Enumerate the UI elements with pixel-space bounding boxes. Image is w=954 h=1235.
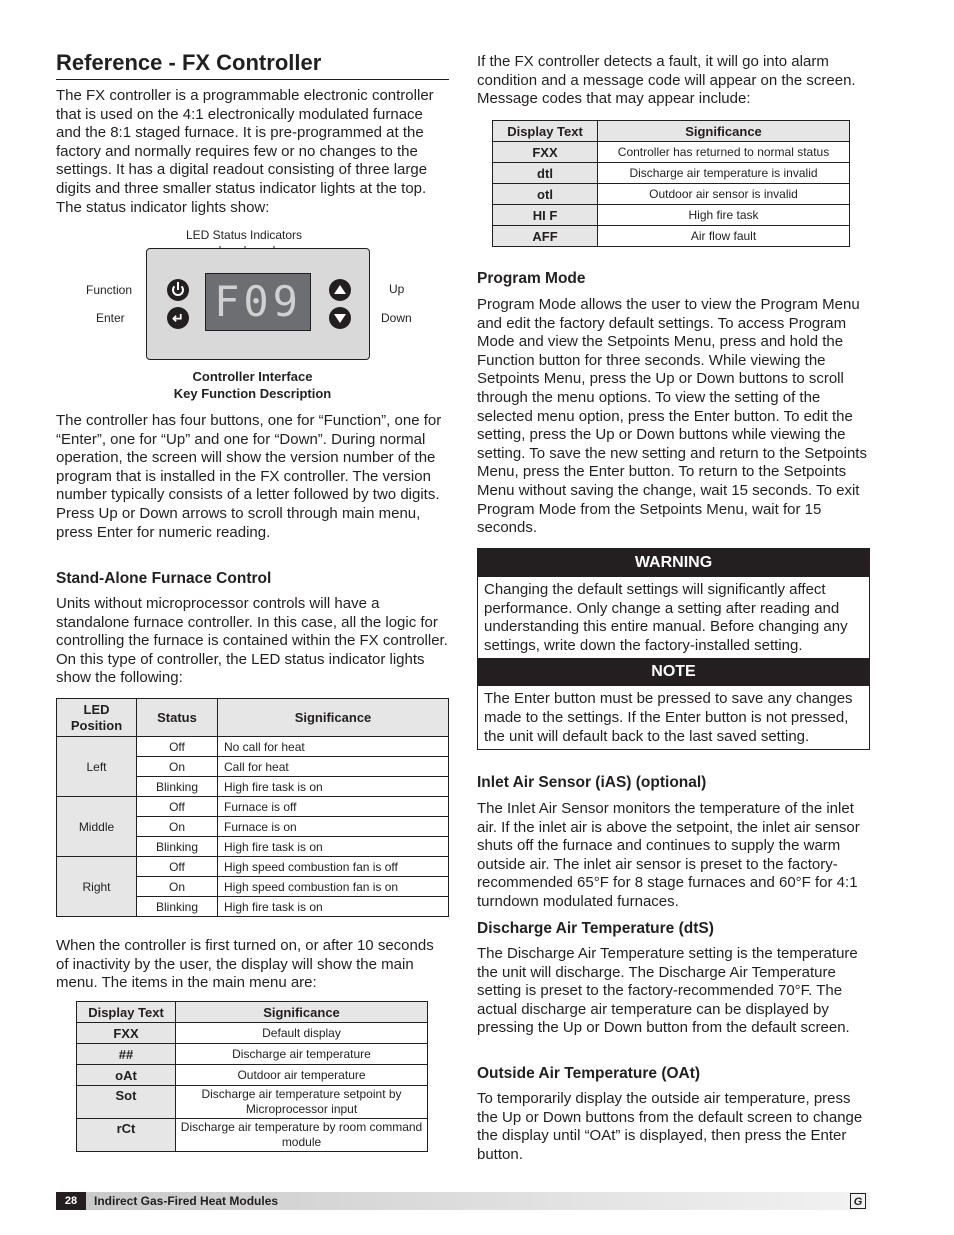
significance-cell: Outdoor air temperature xyxy=(176,1065,428,1086)
enter-button[interactable] xyxy=(167,307,189,329)
display-code-cell: dtl xyxy=(493,163,598,184)
significance-cell: High fire task xyxy=(598,205,850,226)
display-code-cell: oAt xyxy=(77,1065,176,1086)
status-cell: Blinking xyxy=(137,837,218,857)
warning-heading: WARNING xyxy=(478,549,869,577)
warning-note-box xyxy=(477,548,870,750)
page-title: Reference - FX Controller xyxy=(56,50,449,80)
program-mode-heading: Program Mode xyxy=(477,270,586,287)
down-arrow-icon xyxy=(334,314,346,323)
led-position-cell: Right xyxy=(57,857,137,917)
note-heading: NOTE xyxy=(478,658,869,686)
table-row xyxy=(57,857,449,877)
footer-title: Indirect Gas-Fired Heat Modules xyxy=(94,1194,279,1208)
significance-cell: Air flow fault xyxy=(598,226,850,247)
table-row xyxy=(57,737,449,757)
controller-panel xyxy=(146,248,370,360)
significance-cell: Furnace is off xyxy=(218,797,449,817)
up-label: Up xyxy=(389,282,405,296)
down-button[interactable] xyxy=(329,307,351,329)
significance-cell: Default display xyxy=(176,1023,428,1044)
fault-paragraph: If the FX controller detects a fault, it will go into alarm condition and a message code will appear on the screen. Message codes that may appear include: xyxy=(477,53,856,108)
significance-cell: Discharge air temperature xyxy=(176,1044,428,1065)
significance-cell: Discharge air temperature by room command module xyxy=(176,1119,428,1152)
significance-cell: Discharge air temperature is invalid xyxy=(598,163,850,184)
fault-header-significance: Significance xyxy=(598,121,850,142)
table-row xyxy=(493,184,850,205)
program-mode-paragraph: Program Mode allows the user to view the Program Menu and edit the factory default settings. To access Program Mode and view the Setpoints Menu, press and hold the Function button for three seconds. While viewing the Setpoints Menu, press the Up or Down buttons to scroll through the menu options. To view the setting of the selected menu option, press the Enter button. To edit the setting, press the Up or Down buttons while viewing the setting. To save the new setting and return to the Setpoints Menu, press the Enter button. To return to the Setpoints Menu without saving the change, wait 15 seconds. To exit Program Mode from the Setpoints Menu, wait for 15 seconds. xyxy=(477,296,867,537)
status-cell: Blinking xyxy=(137,777,218,797)
led-status-label: LED Status Indicators xyxy=(186,228,303,242)
display-code-cell: FXX xyxy=(77,1023,176,1044)
table-row xyxy=(493,226,850,247)
down-label: Down xyxy=(381,311,412,325)
display-code-cell: ## xyxy=(77,1044,176,1065)
display-digits: F09 xyxy=(214,277,302,326)
enter-icon: ↵ xyxy=(172,310,184,326)
note-text: The Enter button must be pressed to save any changes made to the settings. If the Enter button is not pressed, the unit will default back to the last saved setting. xyxy=(484,690,853,745)
up-arrow-icon xyxy=(334,285,346,294)
status-cell: On xyxy=(137,817,218,837)
significance-cell: No call for heat xyxy=(218,737,449,757)
significance-cell: High speed combustion fan is off xyxy=(218,857,449,877)
table-row xyxy=(77,1023,428,1044)
display-code-cell: rCt xyxy=(77,1119,176,1152)
table-row xyxy=(77,1086,428,1119)
significance-cell: High speed combustion fan is on xyxy=(218,877,449,897)
buttons-paragraph: The controller has four buttons, one for “Function”, one for “Enter”, one for “Up” and one for “Down”. During normal operation, the screen will show the version number of the program that is installed in the FX controller. The version number typically consists of a letter followed by two digits. Press Up or Down arrows to scroll through main menu, press Enter for numeric reading. xyxy=(56,412,442,541)
display-code-cell: AFF xyxy=(493,226,598,247)
led-status-table xyxy=(56,698,449,917)
standalone-heading: Stand-Alone Furnace Control xyxy=(56,570,272,587)
fault-header-display: Display Text xyxy=(493,121,598,142)
diagram-caption xyxy=(56,368,449,402)
significance-cell: Discharge air temperature setpoint by Microprocessor input xyxy=(176,1086,428,1119)
significance-cell: Furnace is on xyxy=(218,817,449,837)
table-row xyxy=(493,163,850,184)
table-row xyxy=(77,1119,428,1152)
discharge-heading: Discharge Air Temperature (dtS) xyxy=(477,920,714,937)
function-label: Function xyxy=(86,283,133,297)
outside-heading: Outside Air Temperature (OAt) xyxy=(477,1065,701,1082)
significance-cell: Outdoor air sensor is invalid xyxy=(598,184,850,205)
status-cell: Blinking xyxy=(137,897,218,917)
inlet-paragraph: The Inlet Air Sensor monitors the temperature of the inlet air. If the inlet air is above the setpoint, the inlet air sensor shuts off the furnace and continues to supply the warm outside air. The inlet air sensor is preset to the factory-recommended 65°F for 8 stage furnaces and 60°F for 4:1 turndown modulated furnaces. xyxy=(477,800,860,910)
controller-diagram xyxy=(56,226,449,406)
function-button[interactable] xyxy=(167,279,189,301)
significance-cell: Controller has returned to normal status xyxy=(598,142,850,163)
up-button[interactable] xyxy=(329,279,351,301)
table-row xyxy=(77,1065,428,1086)
standalone-paragraph: Units without microprocessor controls will have a standalone furnace controller. In this case, all the logic for controlling the furnace is contained within the FX controller. On this type of controller, the LED status indicator lights show the following: xyxy=(56,595,448,687)
outside-paragraph: To temporarily display the outside air temperature, press the Up or Down buttons from the default screen to change the display until “OAt” is displayed, then press the Enter button. xyxy=(477,1090,863,1163)
led-header-position: LED Position xyxy=(57,699,137,737)
caption-line-1: Controller Interface xyxy=(192,369,313,384)
significance-cell: Call for heat xyxy=(218,757,449,777)
status-cell: On xyxy=(137,757,218,777)
significance-cell: High fire task is on xyxy=(218,897,449,917)
menu-header-significance: Significance xyxy=(176,1002,428,1023)
table-row xyxy=(493,205,850,226)
status-cell: Off xyxy=(137,797,218,817)
digital-display xyxy=(205,273,311,331)
brand-logo-icon: G xyxy=(850,1193,866,1209)
main-menu-paragraph: When the controller is first turned on, or after 10 seconds of inactivity by the user, the display will show the main menu. The items in the main menu are: xyxy=(56,937,434,992)
led-position-cell: Middle xyxy=(57,797,137,857)
significance-cell: High fire task is on xyxy=(218,837,449,857)
discharge-paragraph: The Discharge Air Temperature setting is the temperature the unit will discharge. The Discharge Air Temperature setting is preset to the factory-recommended 70°F. The actual discharge air temperature can be displayed by pressing the Up or Down button from the default screen. xyxy=(477,945,858,1037)
menu-header-display: Display Text xyxy=(77,1002,176,1023)
inlet-heading: Inlet Air Sensor (iAS) (optional) xyxy=(477,774,707,791)
table-row xyxy=(57,797,449,817)
led-position-cell: Left xyxy=(57,737,137,797)
led-header-status: Status xyxy=(137,699,218,737)
table-row xyxy=(493,142,850,163)
significance-cell: High fire task is on xyxy=(218,777,449,797)
caption-line-2: Key Function Description xyxy=(173,386,332,401)
status-cell: Off xyxy=(137,737,218,757)
intro-paragraph: The FX controller is a programmable electronic controller that is used on the 4:1 electronically modulated furnace and the 8:1 staged furnace. It is pre-programmed at the factory and normally requires few or no changes to the settings. It has a digital readout consisting of three large digits and three smaller status indicator lights at the top. The status indicator lights show: xyxy=(56,87,434,216)
display-code-cell: HI F xyxy=(493,205,598,226)
main-menu-table xyxy=(76,1001,428,1152)
table-row xyxy=(77,1044,428,1065)
warning-text: Changing the default settings will significantly affect performance. Only change a setting after reading and understanding this entire manual. Before changing any settings, write down the factory-installed setting. xyxy=(484,581,848,654)
display-code-cell: Sot xyxy=(77,1086,176,1119)
fault-code-table xyxy=(492,120,850,247)
status-cell: On xyxy=(137,877,218,897)
enter-label: Enter xyxy=(96,311,125,325)
status-cell: Off xyxy=(137,857,218,877)
led-header-significance: Significance xyxy=(218,699,449,737)
page-number: 28 xyxy=(56,1192,86,1210)
display-code-cell: otl xyxy=(493,184,598,205)
display-code-cell: FXX xyxy=(493,142,598,163)
power-icon-line xyxy=(177,282,179,290)
